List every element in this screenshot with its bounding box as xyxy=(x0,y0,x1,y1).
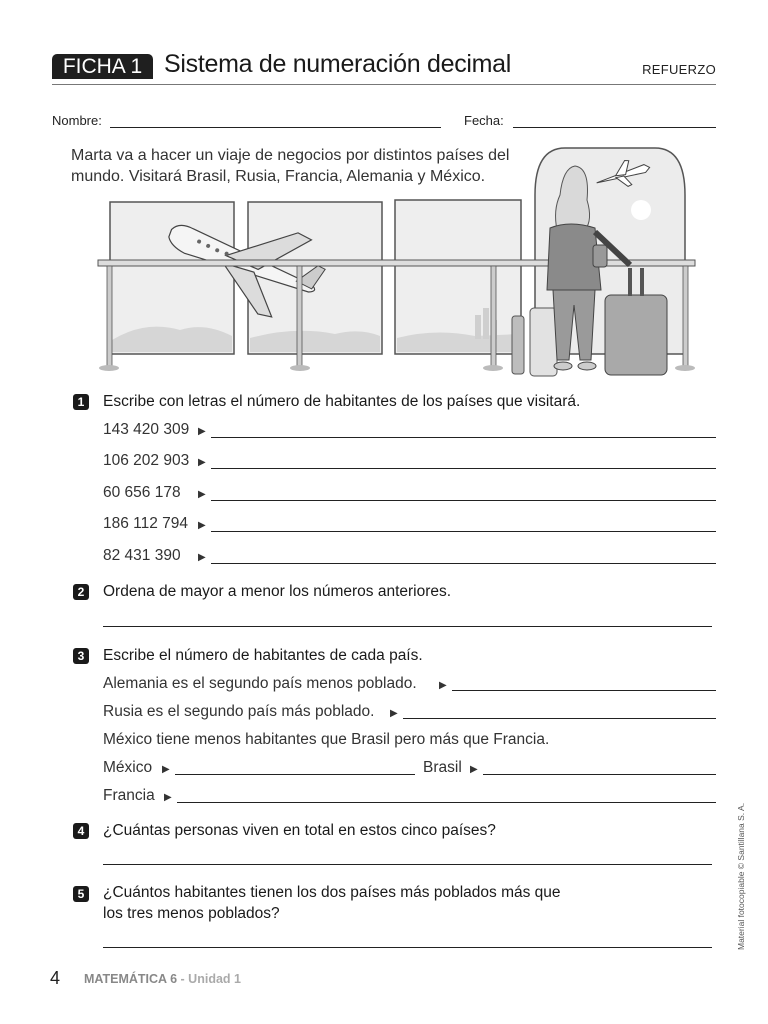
question-1-text: Escribe con letras el número de habitantes de los países que visitará. xyxy=(103,393,581,410)
copyright-note: Material fotocopiable © Santillana S. A. xyxy=(736,802,746,950)
q3-francia-answer[interactable] xyxy=(177,802,716,803)
triangle-right-icon: ▶ xyxy=(470,764,478,775)
level-badge: REFUERZO xyxy=(642,62,716,77)
q1-answer-line-4[interactable] xyxy=(211,531,716,532)
q3-brasil-answer[interactable] xyxy=(483,774,716,775)
fecha-label: Fecha: xyxy=(464,113,504,128)
question-3-badge: 3 xyxy=(73,648,89,664)
page-title: Sistema de numeración decimal xyxy=(164,50,512,78)
triangle-right-icon: ▶ xyxy=(198,457,206,468)
question-5-text-line2: los tres menos poblados? xyxy=(103,905,280,922)
q3-rusia-text: Rusia es el segundo país más poblado. xyxy=(103,703,375,720)
q3-rusia-answer[interactable] xyxy=(403,718,716,719)
nombre-field[interactable] xyxy=(110,127,441,128)
q3-francia-label: Francia xyxy=(103,787,155,804)
q5-answer-line[interactable] xyxy=(103,947,712,948)
triangle-right-icon: ▶ xyxy=(439,680,447,691)
q1-answer-line-1[interactable] xyxy=(211,437,716,438)
triangle-right-icon: ▶ xyxy=(390,708,398,719)
q3-brasil-label: Brasil xyxy=(423,759,462,776)
footer-title xyxy=(84,972,241,986)
question-4-text: ¿Cuántas personas viven en total en estos cinco países? xyxy=(103,822,496,839)
q1-number-3: 60 656 178 xyxy=(103,484,181,501)
q1-number-5: 82 431 390 xyxy=(103,547,181,564)
q4-answer-line[interactable] xyxy=(103,864,712,865)
triangle-right-icon: ▶ xyxy=(162,764,170,775)
q1-answer-line-2[interactable] xyxy=(211,468,716,469)
triangle-right-icon: ▶ xyxy=(198,552,206,563)
airport-illustration xyxy=(95,140,705,380)
q1-number-1: 143 420 309 xyxy=(103,421,190,438)
fecha-field[interactable] xyxy=(513,127,716,128)
q1-number-4: 186 112 794 xyxy=(103,515,189,532)
question-1-badge: 1 xyxy=(73,394,89,410)
triangle-right-icon: ▶ xyxy=(164,792,172,803)
q3-mexico-clue: México tiene menos habitantes que Brasil pero más que Francia. xyxy=(103,731,550,748)
question-2-badge: 2 xyxy=(73,584,89,600)
intro-text: Marta va a hacer un viaje de negocios por distintos países del mundo. Visitará Brasil, Rusia, Francia, Alemania y México. xyxy=(71,147,510,185)
q3-alemania-answer[interactable] xyxy=(452,690,716,691)
q1-number-2: 106 202 903 xyxy=(103,452,190,469)
q1-answer-line-3[interactable] xyxy=(211,500,716,501)
footer-unit: - Unidad 1 xyxy=(180,972,241,986)
ficha-tag: FICHA 1 xyxy=(52,54,153,79)
nombre-label: Nombre: xyxy=(52,113,102,128)
q3-mexico-label: México xyxy=(103,759,153,776)
q1-answer-line-5[interactable] xyxy=(211,563,716,564)
footer-book: MATEMÁTICA 6 xyxy=(84,972,178,986)
triangle-right-icon: ▶ xyxy=(198,489,206,500)
q3-mexico-answer[interactable] xyxy=(175,774,415,775)
triangle-right-icon: ▶ xyxy=(198,520,206,531)
triangle-right-icon: ▶ xyxy=(198,426,206,437)
q2-answer-line[interactable] xyxy=(103,626,712,627)
q3-alemania-text: Alemania es el segundo país menos poblado. xyxy=(103,675,417,692)
question-2-text: Ordena de mayor a menor los números anteriores. xyxy=(103,583,452,600)
question-3-text: Escribe el número de habitantes de cada país. xyxy=(103,647,423,664)
question-4-badge: 4 xyxy=(73,823,89,839)
header-divider xyxy=(52,84,716,85)
question-5-badge: 5 xyxy=(73,886,89,902)
question-5-text-line1: ¿Cuántos habitantes tienen los dos países más poblados más que xyxy=(103,884,561,901)
page-number: 4 xyxy=(50,968,61,988)
